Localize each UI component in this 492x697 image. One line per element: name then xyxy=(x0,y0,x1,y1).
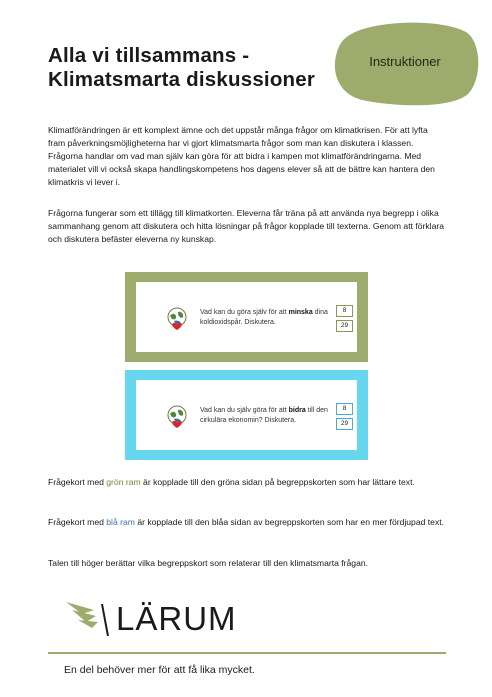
card-keyword: minska xyxy=(288,309,313,316)
intro-paragraph-2: Frågorna fungerar som ett tillägg till klimatkorten. Eleverna får träna på att använda nya begrepp i olika sammanhang genom att diskutera och hitta lösningar på frågor kopplade till texterna. Genom att förklara och diskutera befäster eleverna ny kunskap. xyxy=(48,208,445,244)
card-question-text: Vad kan du göra själv för att minska dina koldioxidspår. Diskutera. xyxy=(200,309,328,326)
card-keyword: bidra xyxy=(288,407,306,414)
green-frame-highlight: grön ram xyxy=(106,477,141,487)
footer-divider xyxy=(48,652,446,654)
related-card-number-1: 8 xyxy=(336,305,353,317)
question-card-blue xyxy=(125,370,368,460)
footer-tagline: En del behöver mer för att få lika mycket. xyxy=(64,664,255,676)
earth-heart-icon xyxy=(166,405,188,429)
title-line-1: Alla vi tillsammans - xyxy=(48,44,250,67)
card-question-text: Vad kan du själv göra för att bidra till den cirkulära ekonomin? Diskutera. xyxy=(200,407,328,424)
question-card-green xyxy=(125,272,368,362)
lärum-leaf-logo-icon xyxy=(64,600,124,638)
badge-label: Instruktioner xyxy=(369,54,441,69)
title-line-2: Klimatsmarta diskussioner xyxy=(48,68,316,91)
numbers-explanation: Talen till höger berättar vilka begreppskort som relaterar till den klimatsmarta frågan. xyxy=(48,558,369,568)
blue-frame-highlight: blå ram xyxy=(106,517,135,527)
green-frame-explanation: Frågekort med grön ram är kopplade till den gröna sidan på begreppskorten som har lättare text. xyxy=(48,477,415,487)
lärum-logo-text: LÄRUM xyxy=(116,600,237,637)
related-card-number-2: 29 xyxy=(336,418,353,430)
related-card-number-2: 29 xyxy=(336,320,353,332)
page-title xyxy=(48,44,348,92)
card-inner xyxy=(136,282,357,352)
blue-frame-explanation: Frågekort med blå ram är kopplade till den blåa sidan av begreppskorten som har en mer fördjupad text. xyxy=(48,517,445,527)
card-inner xyxy=(136,380,357,450)
intro-paragraph-1: Klimatförändringen är ett komplext ämne och det uppstår många frågor om klimatkrisen. För att lyfta fram påverkningsmöjligheterna har vi gjort klimatsmarta frågor som man kan diskutera i klassen. Frågorna handlar om vad man själv kan göra för att bidra i kampen mot klimatförändringarna. Med materialet vill vi också skapa handlingskompetens hos dagens elever så att de bättre kan hantera den klimatkris vi lever i. xyxy=(48,125,435,187)
related-card-number-1: 8 xyxy=(336,403,353,415)
earth-heart-icon xyxy=(166,307,188,331)
